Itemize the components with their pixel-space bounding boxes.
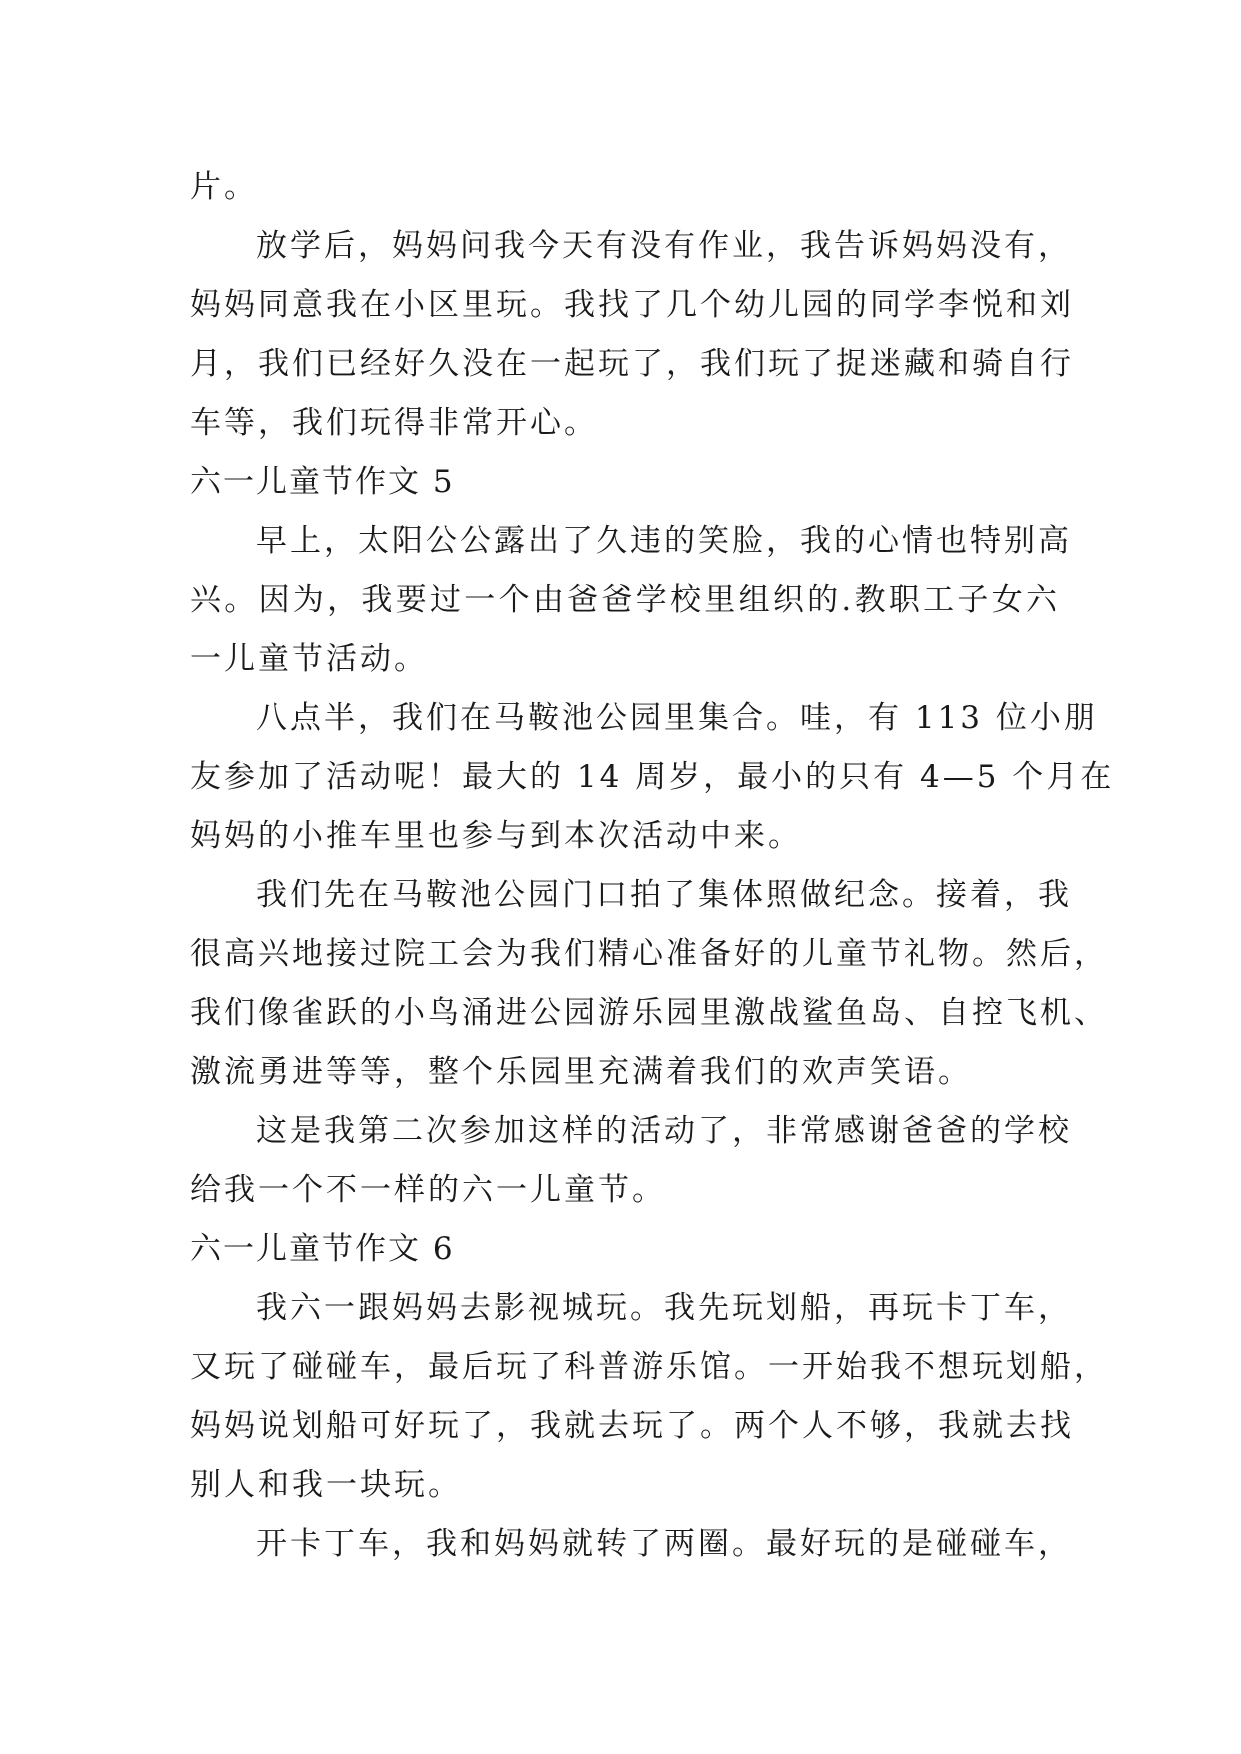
text-line-2: 放学后，妈妈问我今天有没有作业，我告诉妈妈没有， bbox=[256, 228, 1072, 264]
text-line-10: 八点半，我们在马鞍池公园里集合。哇，有 113 位小朋 bbox=[256, 700, 1098, 736]
text-line-17: 这是我第二次参加这样的活动了，非常感谢爸爸的学校 bbox=[256, 1113, 1072, 1149]
text-line-16: 激流勇进等等，整个乐园里充满着我们的欢声笑语。 bbox=[190, 1054, 972, 1090]
text-line-21: 又玩了碰碰车，最后玩了科普游乐馆。一开始我不想玩划船， bbox=[190, 1349, 1108, 1385]
text-line-22: 妈妈说划船可好玩了，我就去玩了。两个人不够，我就去找 bbox=[190, 1408, 1074, 1444]
text-line-14: 很高兴地接过院工会为我们精心准备好的儿童节礼物。然后， bbox=[190, 936, 1108, 972]
text-line-12: 妈妈的小推车里也参与到本次活动中来。 bbox=[190, 818, 802, 854]
document-body bbox=[190, 158, 1115, 1574]
text-line-4: 月，我们已经好久没在一起玩了，我们玩了捉迷藏和骑自行 bbox=[190, 346, 1074, 382]
section-heading-6: 六一儿童节作文 6 bbox=[190, 1231, 455, 1267]
text-line-7: 早上，太阳公公露出了久违的笑脸，我的心情也特别高 bbox=[256, 523, 1072, 559]
text-line-1: 片。 bbox=[190, 169, 258, 205]
text-line-8: 兴。因为，我要过一个由爸爸学校里组织的.教职工子女六 bbox=[190, 582, 1060, 618]
text-line-11: 友参加了活动呢！最大的 14 周岁，最小的只有 4—5 个月在 bbox=[190, 759, 1115, 795]
text-line-9: 一儿童节活动。 bbox=[190, 641, 428, 677]
text-line-5: 车等，我们玩得非常开心。 bbox=[190, 405, 598, 441]
text-line-20: 我六一跟妈妈去影视城玩。我先玩划船，再玩卡丁车， bbox=[256, 1290, 1072, 1326]
text-line-13: 我们先在马鞍池公园门口拍了集体照做纪念。接着，我 bbox=[256, 877, 1072, 913]
text-line-3: 妈妈同意我在小区里玩。我找了几个幼儿园的同学李悦和刘 bbox=[190, 287, 1074, 323]
text-line-18: 给我一个不一样的六一儿童节。 bbox=[190, 1172, 666, 1208]
text-line-23: 别人和我一块玩。 bbox=[190, 1467, 462, 1503]
text-line-15: 我们像雀跃的小鸟涌进公园游乐园里激战鲨鱼岛、自控飞机、 bbox=[190, 995, 1108, 1031]
section-heading-5: 六一儿童节作文 5 bbox=[190, 464, 455, 500]
text-line-24: 开卡丁车，我和妈妈就转了两圈。最好玩的是碰碰车， bbox=[256, 1526, 1072, 1562]
